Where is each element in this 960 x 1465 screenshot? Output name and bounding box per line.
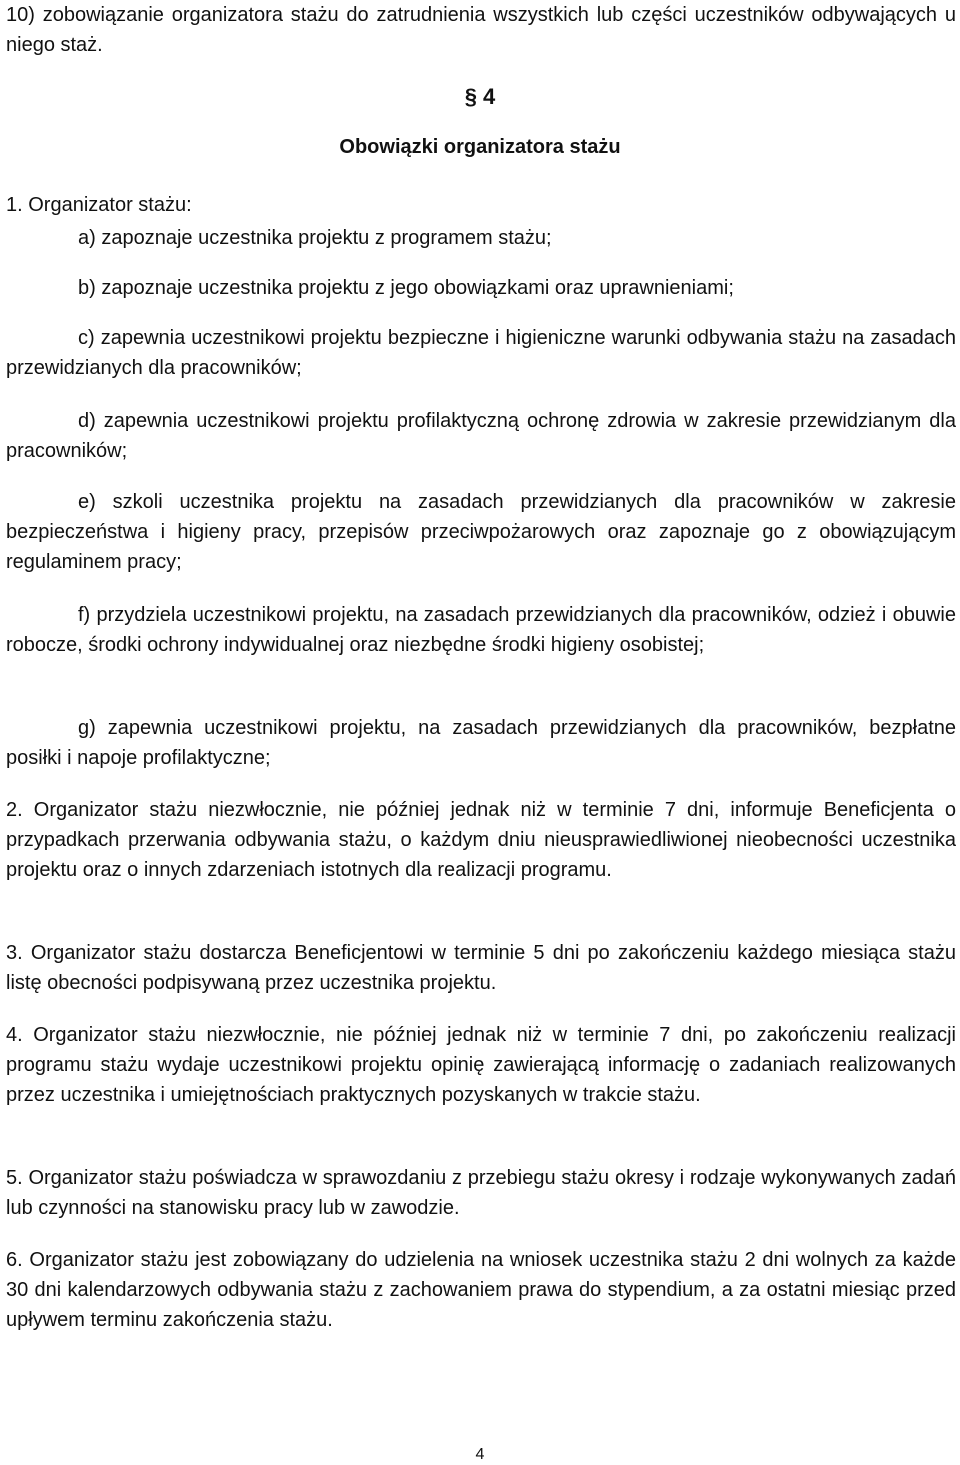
- list-item-a: a) zapoznaje uczestnika projektu z programem stażu;: [78, 227, 552, 249]
- list-item-b: b) zapoznaje uczestnika projektu z jego obowiązkami oraz uprawnieniami;: [78, 277, 734, 299]
- list-item-f: f) przydziela uczestnikowi projektu, na zasadach przewidzianych dla pracowników, odzież i obuwie robocze, środki ochrony indywidualnej oraz niezbędne środki higieny osobistej;: [6, 604, 956, 656]
- paragraph-4: 4. Organizator stażu niezwłocznie, nie później jednak niż w terminie 7 dni, po zakończeniu realizacji programu stażu wydaje uczestnikowi projektu opinię zawierającą informację o zadaniach realizowanych przez uczestnika i umiejętnościach praktycznych pozyskanych w trakcie stażu.: [6, 1024, 956, 1106]
- list-item-e: e) szkoli uczestnika projektu na zasadach przewidzianych dla pracowników w zakresie bezpieczeństwa i higieny pracy, przepisów przeciwpożarowych oraz zapoznaje go z obowiązującym regulaminem pracy;: [6, 491, 956, 573]
- list-item-c: c) zapewnia uczestnikowi projektu bezpieczne i higieniczne warunki odbywania stażu na zasadach przewidzianych dla pracowników;: [6, 327, 956, 379]
- section-mark: § 4: [464, 84, 496, 109]
- list-item-g: g) zapewnia uczestnikowi projektu, na zasadach przewidzianych dla pracowników, bezpłatne posiłki i napoje profilaktyczne;: [6, 717, 956, 769]
- page-number: 4: [475, 1446, 485, 1463]
- list-item-10: [6, 0, 956, 60]
- paragraph-5: 5. Organizator stażu poświadcza w sprawozdaniu z przebiegu stażu okresy i rodzaje wykonywanych zadań lub czynności na stanowisku pracy lub w zawodzie.: [6, 1167, 956, 1219]
- list-item-d: d) zapewnia uczestnikowi projektu profilaktyczną ochronę zdrowia w zakresie przewidzianym dla pracowników;: [6, 410, 956, 462]
- paragraph-2: 2. Organizator stażu niezwłocznie, nie później jednak niż w terminie 7 dni, informuje Beneficjenta o przypadkach przerwania odbywania stażu, o każdym dniu nieusprawiedliwionej nieobecności uczestnika projektu oraz o innych zdarzeniach istotnych dla realizacji programu.: [6, 799, 956, 881]
- list-item-10-text: 10) zobowiązanie organizatora stażu do zatrudnienia wszystkich lub części uczestników odbywających u niego staż.: [6, 4, 956, 56]
- paragraph-1-intro: 1. Organizator stażu:: [6, 194, 192, 216]
- paragraph-6: 6. Organizator stażu jest zobowiązany do udzielenia na wniosek uczestnika stażu 2 dni wolnych za każde 30 dni kalendarzowych odbywania stażu z zachowaniem prawa do stypendium, a za ostatni miesiąc przed upływem terminu zakończenia stażu.: [6, 1249, 956, 1331]
- section-title: Obowiązki organizatora stażu: [339, 136, 621, 158]
- paragraph-3: 3. Organizator stażu dostarcza Beneficjentowi w terminie 5 dni po zakończeniu każdego miesiąca stażu listę obecności podpisywaną przez uczestnika projektu.: [6, 942, 956, 994]
